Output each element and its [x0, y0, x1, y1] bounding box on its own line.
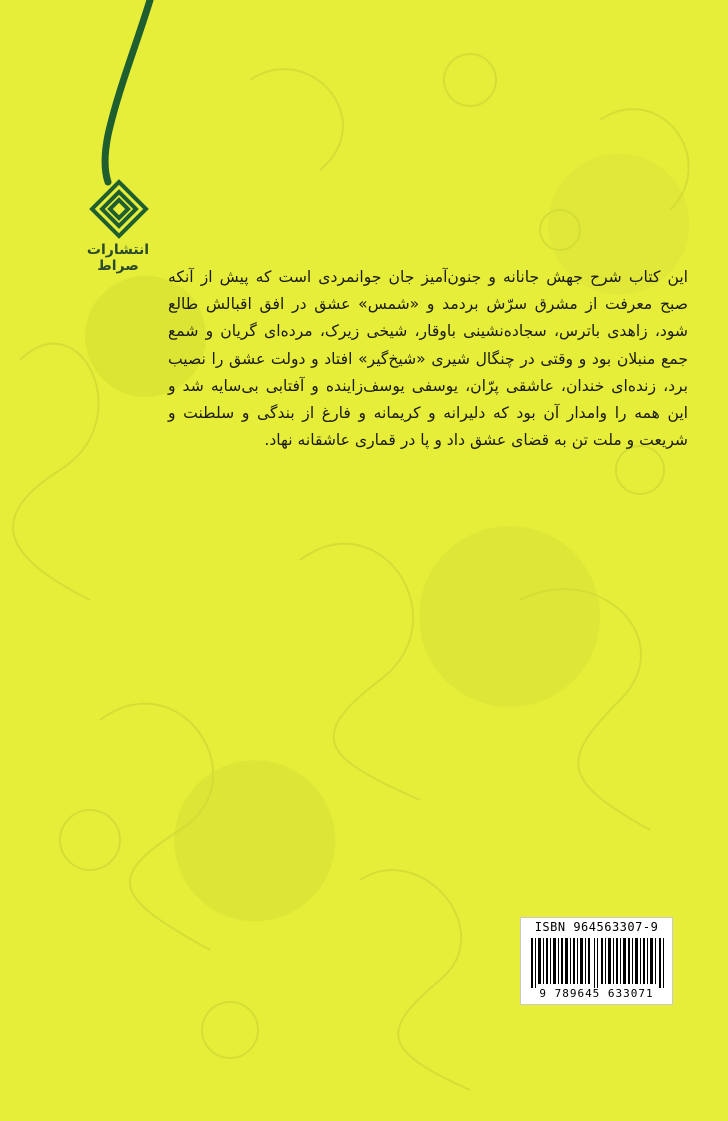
publisher-logo-icon [88, 178, 150, 240]
isbn-barcode-box [520, 917, 673, 1005]
barcode-icon [529, 938, 666, 988]
blurb-text: این کتاب شرح جهش جانانه و جنون‌آمیز جان جوانمردی است که پیش از آنکه صبح معرفت از مشرق سرّش بردمد و «شمس» عشق در افق اقبالش طالع شود، زاهدی باترس، سجاده‌نشینی باوقار، شیخی زیرک، مرده‌ای گریان و شمع جمع منبلان بود و وقتی در چنگال شیری «شیخ‌گیر» افتاد و دولت عشق را نصیب برد، زنده‌ای خندان، عاشقی پرّان، یوسفی یوسف‌زاینده و آفتابی بی‌سایه شد و این همه را وامدار آن بود که دلیرانه و کریمانه و فارغ از بندگی و سلطنت و شریعت و ملت تن به قضای عشق داد و پا در قماری عاشقانه نهاد. [168, 268, 688, 450]
back-cover-blurb [168, 264, 688, 454]
isbn-label: ISBN 964563307-9 [534, 920, 659, 934]
isbn-digits: 9 789645 633071 [539, 987, 654, 1000]
publisher-name: انتشارات صراط [86, 242, 150, 274]
